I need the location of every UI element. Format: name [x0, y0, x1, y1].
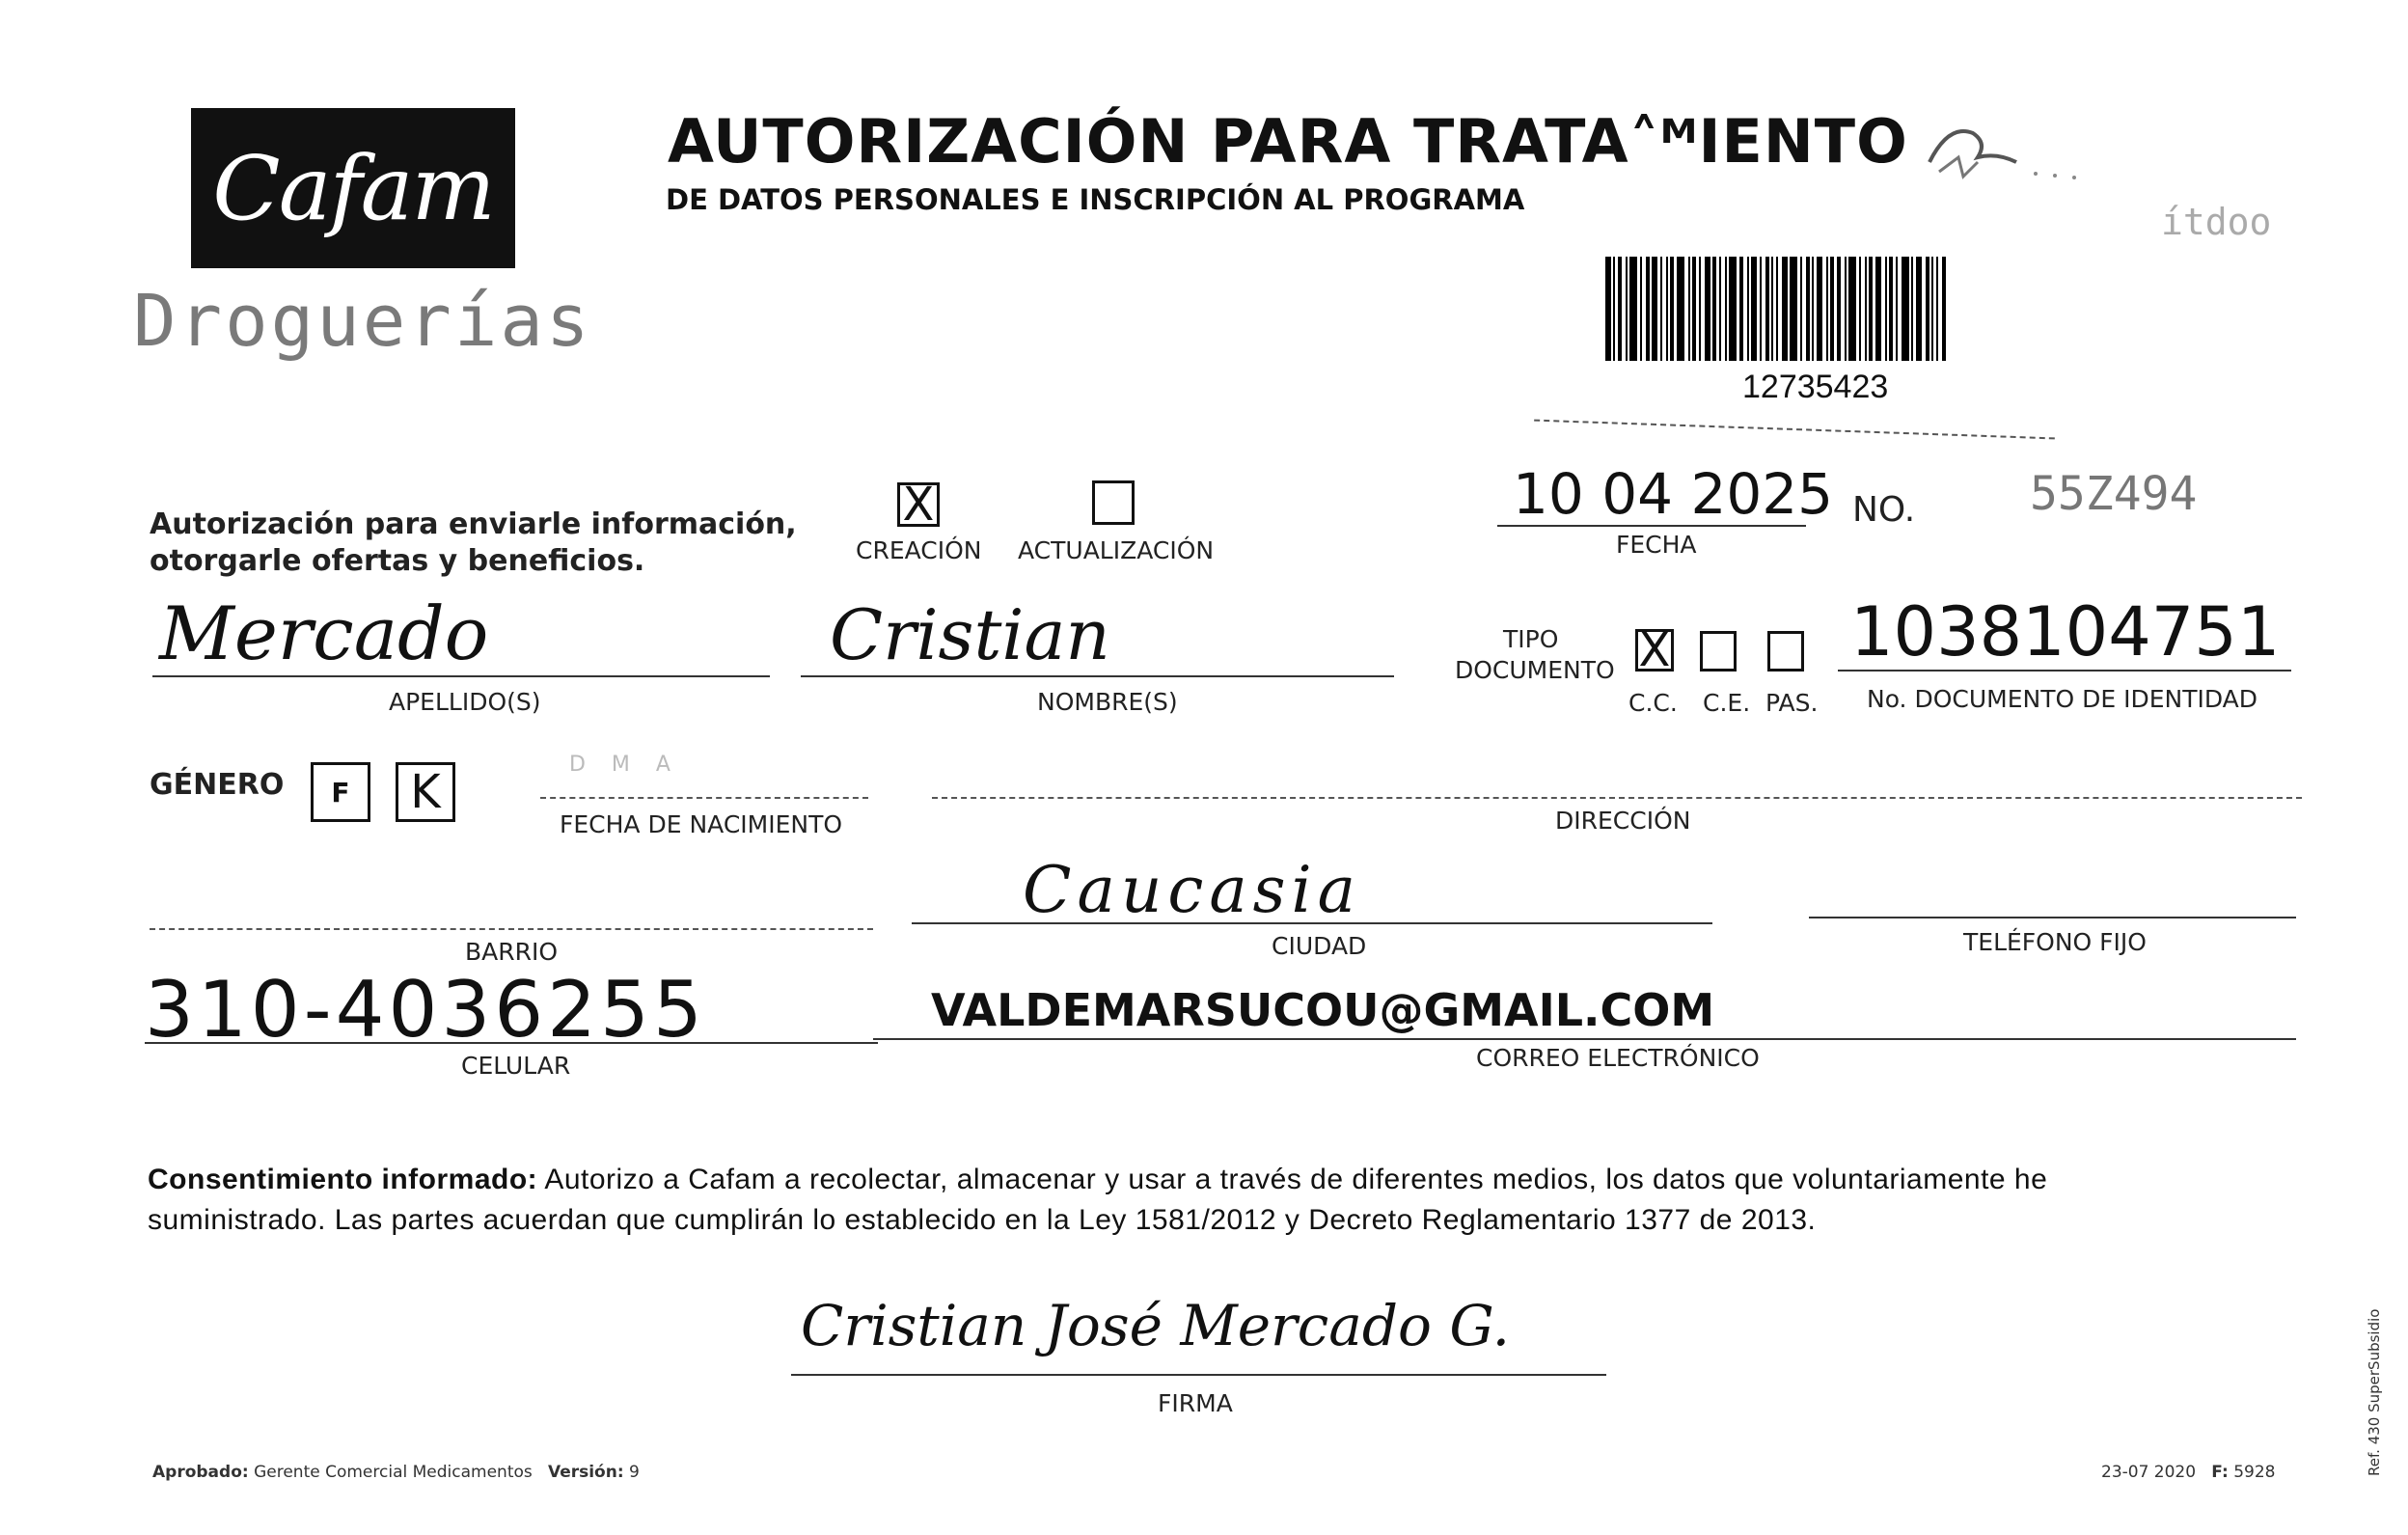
barcode-bar — [1771, 257, 1773, 361]
barcode-bar — [1942, 257, 1946, 361]
authorization-line-1: Autorización para enviarle información, — [150, 507, 797, 541]
barcode-bar — [1760, 257, 1762, 361]
barcode-bar — [1618, 257, 1622, 361]
aprobado-label: Aprobado: — [152, 1463, 249, 1482]
barcode-bar — [1902, 257, 1909, 361]
cc-label: C.C. — [1628, 689, 1678, 717]
barcode-bar — [1812, 257, 1814, 361]
barcode-bar — [1869, 257, 1873, 361]
barcode-bar — [1782, 257, 1788, 361]
doc-number-value[interactable]: 1038104751 — [1850, 592, 2281, 672]
barcode-bar — [1670, 257, 1674, 361]
barcode-bar — [1688, 257, 1690, 361]
stamp-mark-icon — [1920, 104, 2103, 191]
apellido-label: APELLIDO(S) — [389, 688, 541, 716]
barcode-bar — [1729, 257, 1737, 361]
barcode-bar — [1800, 257, 1802, 361]
barcode-bar — [1692, 257, 1696, 361]
barcode-bar — [1911, 257, 1913, 361]
barcode-bar — [1830, 257, 1834, 361]
barcode-bar — [1931, 257, 1933, 361]
nombre-label: NOMBRE(S) — [1037, 688, 1178, 716]
version-value: 9 — [629, 1463, 640, 1482]
barcode-bar — [1790, 257, 1797, 361]
barcode-bar — [1719, 257, 1721, 361]
nombre-value[interactable]: Cristian — [830, 594, 1110, 675]
barcode-bar — [1646, 257, 1650, 361]
date-label: FECHA — [1616, 531, 1697, 559]
barcode-bar — [1747, 257, 1749, 361]
direccion-line[interactable] — [932, 797, 2302, 799]
genero-m-checkbox[interactable] — [396, 762, 455, 822]
ce-checkbox[interactable] — [1700, 631, 1737, 672]
barcode-bar — [1845, 257, 1847, 361]
barcode-bar — [1889, 257, 1893, 361]
barcode-bar — [1926, 257, 1929, 361]
creacion-mark: X — [902, 478, 935, 532]
barrio-label: BARRIO — [465, 938, 559, 966]
ciudad-line — [912, 922, 1712, 924]
barcode-bar — [1765, 257, 1769, 361]
barcode-bar — [1640, 257, 1642, 361]
barcode-bar — [1776, 257, 1778, 361]
genero-f-checkbox[interactable] — [311, 762, 370, 822]
email-value[interactable]: VALDEMARSUCOU@GMAIL.COM — [931, 984, 1715, 1036]
barcode-bar — [1677, 257, 1684, 361]
barcode-bar — [1705, 257, 1710, 361]
barcode-bar — [1875, 257, 1881, 361]
apellido-value[interactable]: Mercado — [159, 590, 489, 676]
barcode-bar — [1699, 257, 1701, 361]
ciudad-label: CIUDAD — [1272, 932, 1367, 960]
stray-text: ítdoo — [2161, 201, 2272, 243]
barcode-bar — [1626, 257, 1628, 361]
barcode-bar — [1885, 257, 1887, 361]
date-separator — [1534, 420, 2055, 440]
doc-number-line — [1838, 670, 2291, 672]
tipo-label-1: TIPO — [1503, 625, 1559, 653]
email-label: CORREO ELECTRÓNICO — [1476, 1044, 1760, 1072]
authorization-line-2: otorgarle ofertas y beneficios. — [150, 544, 645, 578]
email-line — [873, 1038, 2296, 1040]
barcode-bar — [1739, 257, 1743, 361]
barcode-bar — [1725, 257, 1727, 361]
footer-right — [2101, 1463, 2275, 1482]
consent-paragraph — [148, 1160, 2299, 1241]
footer-date: 23-07 2020 — [2101, 1463, 2197, 1482]
form-code-value: 5928 — [2233, 1463, 2276, 1482]
date-value[interactable]: 10 04 2025 — [1513, 461, 1834, 527]
dob-line — [540, 797, 868, 799]
barcode-bar — [1666, 257, 1668, 361]
barcode-bar — [1712, 257, 1716, 361]
celular-value[interactable]: 310-4036255 — [145, 965, 706, 1055]
pas-label: PAS. — [1765, 689, 1819, 717]
barcode-bar — [1859, 257, 1861, 361]
barcode-bar — [1896, 257, 1898, 361]
logo-brand: Cafam — [212, 136, 494, 240]
apellido-line — [152, 675, 770, 677]
cc-checkbox[interactable] — [1635, 623, 1674, 677]
document-title: AUTORIZACIÓN PARA TRATA˄ᴹIENTO — [668, 106, 1908, 177]
signature-label: FIRMA — [1158, 1389, 1233, 1417]
cafam-logo — [191, 108, 515, 268]
barcode-bar — [1936, 257, 1938, 361]
side-vertical-text: Ref. 430 SuperSubsidio — [2366, 1308, 2383, 1476]
barcode-bar — [1629, 257, 1637, 361]
creacion-checkbox[interactable] — [897, 478, 940, 532]
barcode-bar — [1848, 257, 1856, 361]
signature-line — [791, 1374, 1606, 1376]
barrio-line[interactable] — [150, 928, 873, 930]
version-label: Versión: — [547, 1463, 624, 1482]
genero-f-label: F — [331, 776, 350, 809]
barcode-bar — [1613, 257, 1615, 361]
barcode-bar — [1817, 257, 1822, 361]
barcode-bar — [1837, 257, 1841, 361]
genero-m-mark: K — [410, 765, 441, 819]
barcode-bar — [1660, 257, 1662, 361]
aprobado-value: Gerente Comercial Medicamentos — [254, 1463, 533, 1482]
signature-value[interactable]: Cristian José Mercado G. — [801, 1293, 1511, 1358]
consent-text-2: suministrado. Las partes acuerdan que cumplirán lo establecido en la Ley 1581/2012 y Decreto Reglamentario 1377 de 2013. — [148, 1204, 1817, 1236]
telefono-label: TELÉFONO FIJO — [1963, 928, 2147, 956]
actualizacion-label: ACTUALIZACIÓN — [1018, 536, 1215, 564]
barcode-number: 12735423 — [1742, 369, 1889, 405]
doc-number-label: No. DOCUMENTO DE IDENTIDAD — [1867, 685, 2258, 713]
consent-text-1: Autorizo a Cafam a recolectar, almacenar y usar a través de diferentes medios, los datos que voluntariamente he — [537, 1164, 2048, 1195]
celular-label: CELULAR — [461, 1052, 571, 1080]
pas-checkbox[interactable] — [1767, 631, 1804, 672]
actualizacion-checkbox[interactable] — [1092, 480, 1135, 525]
logo-division: Droguerías — [133, 280, 592, 363]
celular-line — [145, 1042, 878, 1044]
cc-mark: X — [1638, 623, 1671, 677]
barcode-bar — [1652, 257, 1657, 361]
barcode-bar — [1806, 257, 1810, 361]
genero-label: GÉNERO — [150, 768, 285, 802]
barcode-bar — [1826, 257, 1828, 361]
consent-heading: Consentimiento informado: — [148, 1164, 538, 1195]
form-code-label: F: — [2211, 1463, 2229, 1482]
ce-label: C.E. — [1703, 689, 1751, 717]
tipo-label-2: DOCUMENTO — [1455, 656, 1615, 684]
dob-placeholder: D M A — [569, 753, 680, 777]
form-number: 55Z494 — [2030, 467, 2198, 521]
direccion-label: DIRECCIÓN — [1555, 807, 1691, 835]
barcode-icon — [1605, 257, 2001, 361]
barcode-bar — [1605, 257, 1611, 361]
nombre-line — [801, 675, 1394, 677]
document-subtitle: DE DATOS PERSONALES E INSCRIPCIÓN AL PROGRAMA — [666, 183, 1525, 216]
dob-label: FECHA DE NACIMIENTO — [560, 810, 843, 838]
barcode-bar — [1916, 257, 1922, 361]
telefono-line[interactable] — [1809, 917, 2296, 918]
date-line — [1497, 525, 1806, 527]
barcode-bar — [1865, 257, 1867, 361]
number-label: NO. — [1852, 490, 1916, 530]
ciudad-value[interactable]: Caucasia — [1023, 853, 1361, 927]
creacion-label: CREACIÓN — [856, 536, 982, 564]
footer-left — [152, 1463, 640, 1482]
barcode-bar — [1751, 257, 1757, 361]
